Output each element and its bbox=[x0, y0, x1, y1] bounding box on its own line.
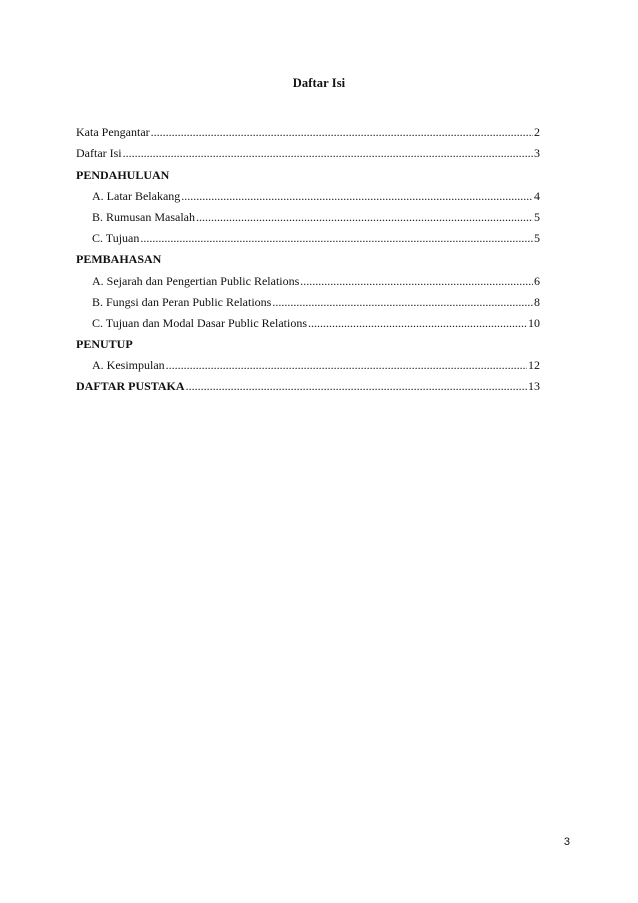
dot-leader bbox=[151, 125, 533, 139]
toc-entry-tujuan[interactable] bbox=[76, 224, 540, 245]
dot-leader bbox=[140, 231, 533, 245]
toc-entry-label: A. Latar Belakang bbox=[92, 188, 181, 203]
toc-entry-kata-pengantar[interactable] bbox=[76, 118, 540, 139]
dot-leader bbox=[181, 189, 533, 203]
toc-entry-page: 8 bbox=[534, 294, 540, 309]
dot-leader bbox=[300, 274, 533, 288]
toc-entry-page: 2 bbox=[534, 125, 540, 140]
toc-heading-penutup: PENUTUP bbox=[76, 337, 133, 352]
dot-leader bbox=[186, 379, 527, 393]
toc-entry-label: DAFTAR PUSTAKA bbox=[76, 379, 185, 394]
toc-entry-latar-belakang[interactable] bbox=[76, 182, 540, 203]
toc-entry-daftar-pustaka[interactable] bbox=[76, 372, 540, 393]
toc-entry-label: Daftar Isi bbox=[76, 146, 122, 161]
toc-entry-fungsi-peran[interactable] bbox=[76, 288, 540, 309]
toc-entry-tujuan-modal-dasar[interactable] bbox=[76, 309, 540, 330]
table-of-contents bbox=[76, 118, 540, 393]
toc-heading-pembahasan: PEMBAHASAN bbox=[76, 252, 162, 267]
page-title: Daftar Isi bbox=[292, 76, 346, 90]
toc-entry-page: 12 bbox=[528, 358, 540, 373]
page-number: 3 bbox=[563, 836, 570, 848]
dot-leader bbox=[166, 358, 527, 372]
toc-entry-label: Kata Pengantar bbox=[76, 125, 150, 140]
toc-entry-label: A. Sejarah dan Pengertian Public Relations bbox=[92, 273, 300, 288]
toc-entry-sejarah-pengertian[interactable] bbox=[76, 266, 540, 287]
toc-entry-label: C. Tujuan bbox=[92, 231, 140, 246]
toc-entry-label: B. Rumusan Masalah bbox=[92, 209, 195, 224]
toc-entry-page: 10 bbox=[528, 315, 540, 330]
dot-leader bbox=[308, 316, 527, 330]
toc-entry-label: C. Tujuan dan Modal Dasar Public Relations bbox=[92, 315, 307, 330]
dot-leader bbox=[272, 295, 533, 309]
toc-entry-page: 3 bbox=[534, 146, 540, 161]
toc-entry-page: 5 bbox=[534, 231, 540, 246]
toc-entry-page: 13 bbox=[528, 379, 540, 394]
toc-entry-label: A. Kesimpulan bbox=[92, 358, 165, 373]
toc-entry-page: 6 bbox=[534, 273, 540, 288]
toc-entry-rumusan-masalah[interactable] bbox=[76, 203, 540, 224]
toc-entry-label: B. Fungsi dan Peran Public Relations bbox=[92, 294, 272, 309]
dot-leader bbox=[123, 146, 533, 160]
toc-entry-page: 5 bbox=[534, 209, 540, 224]
toc-entry-kesimpulan[interactable] bbox=[76, 351, 540, 372]
toc-entry-daftar-isi[interactable] bbox=[76, 139, 540, 160]
toc-heading-pendahuluan: PENDAHULUAN bbox=[76, 167, 170, 182]
dot-leader bbox=[196, 210, 533, 224]
toc-entry-page: 4 bbox=[534, 188, 540, 203]
